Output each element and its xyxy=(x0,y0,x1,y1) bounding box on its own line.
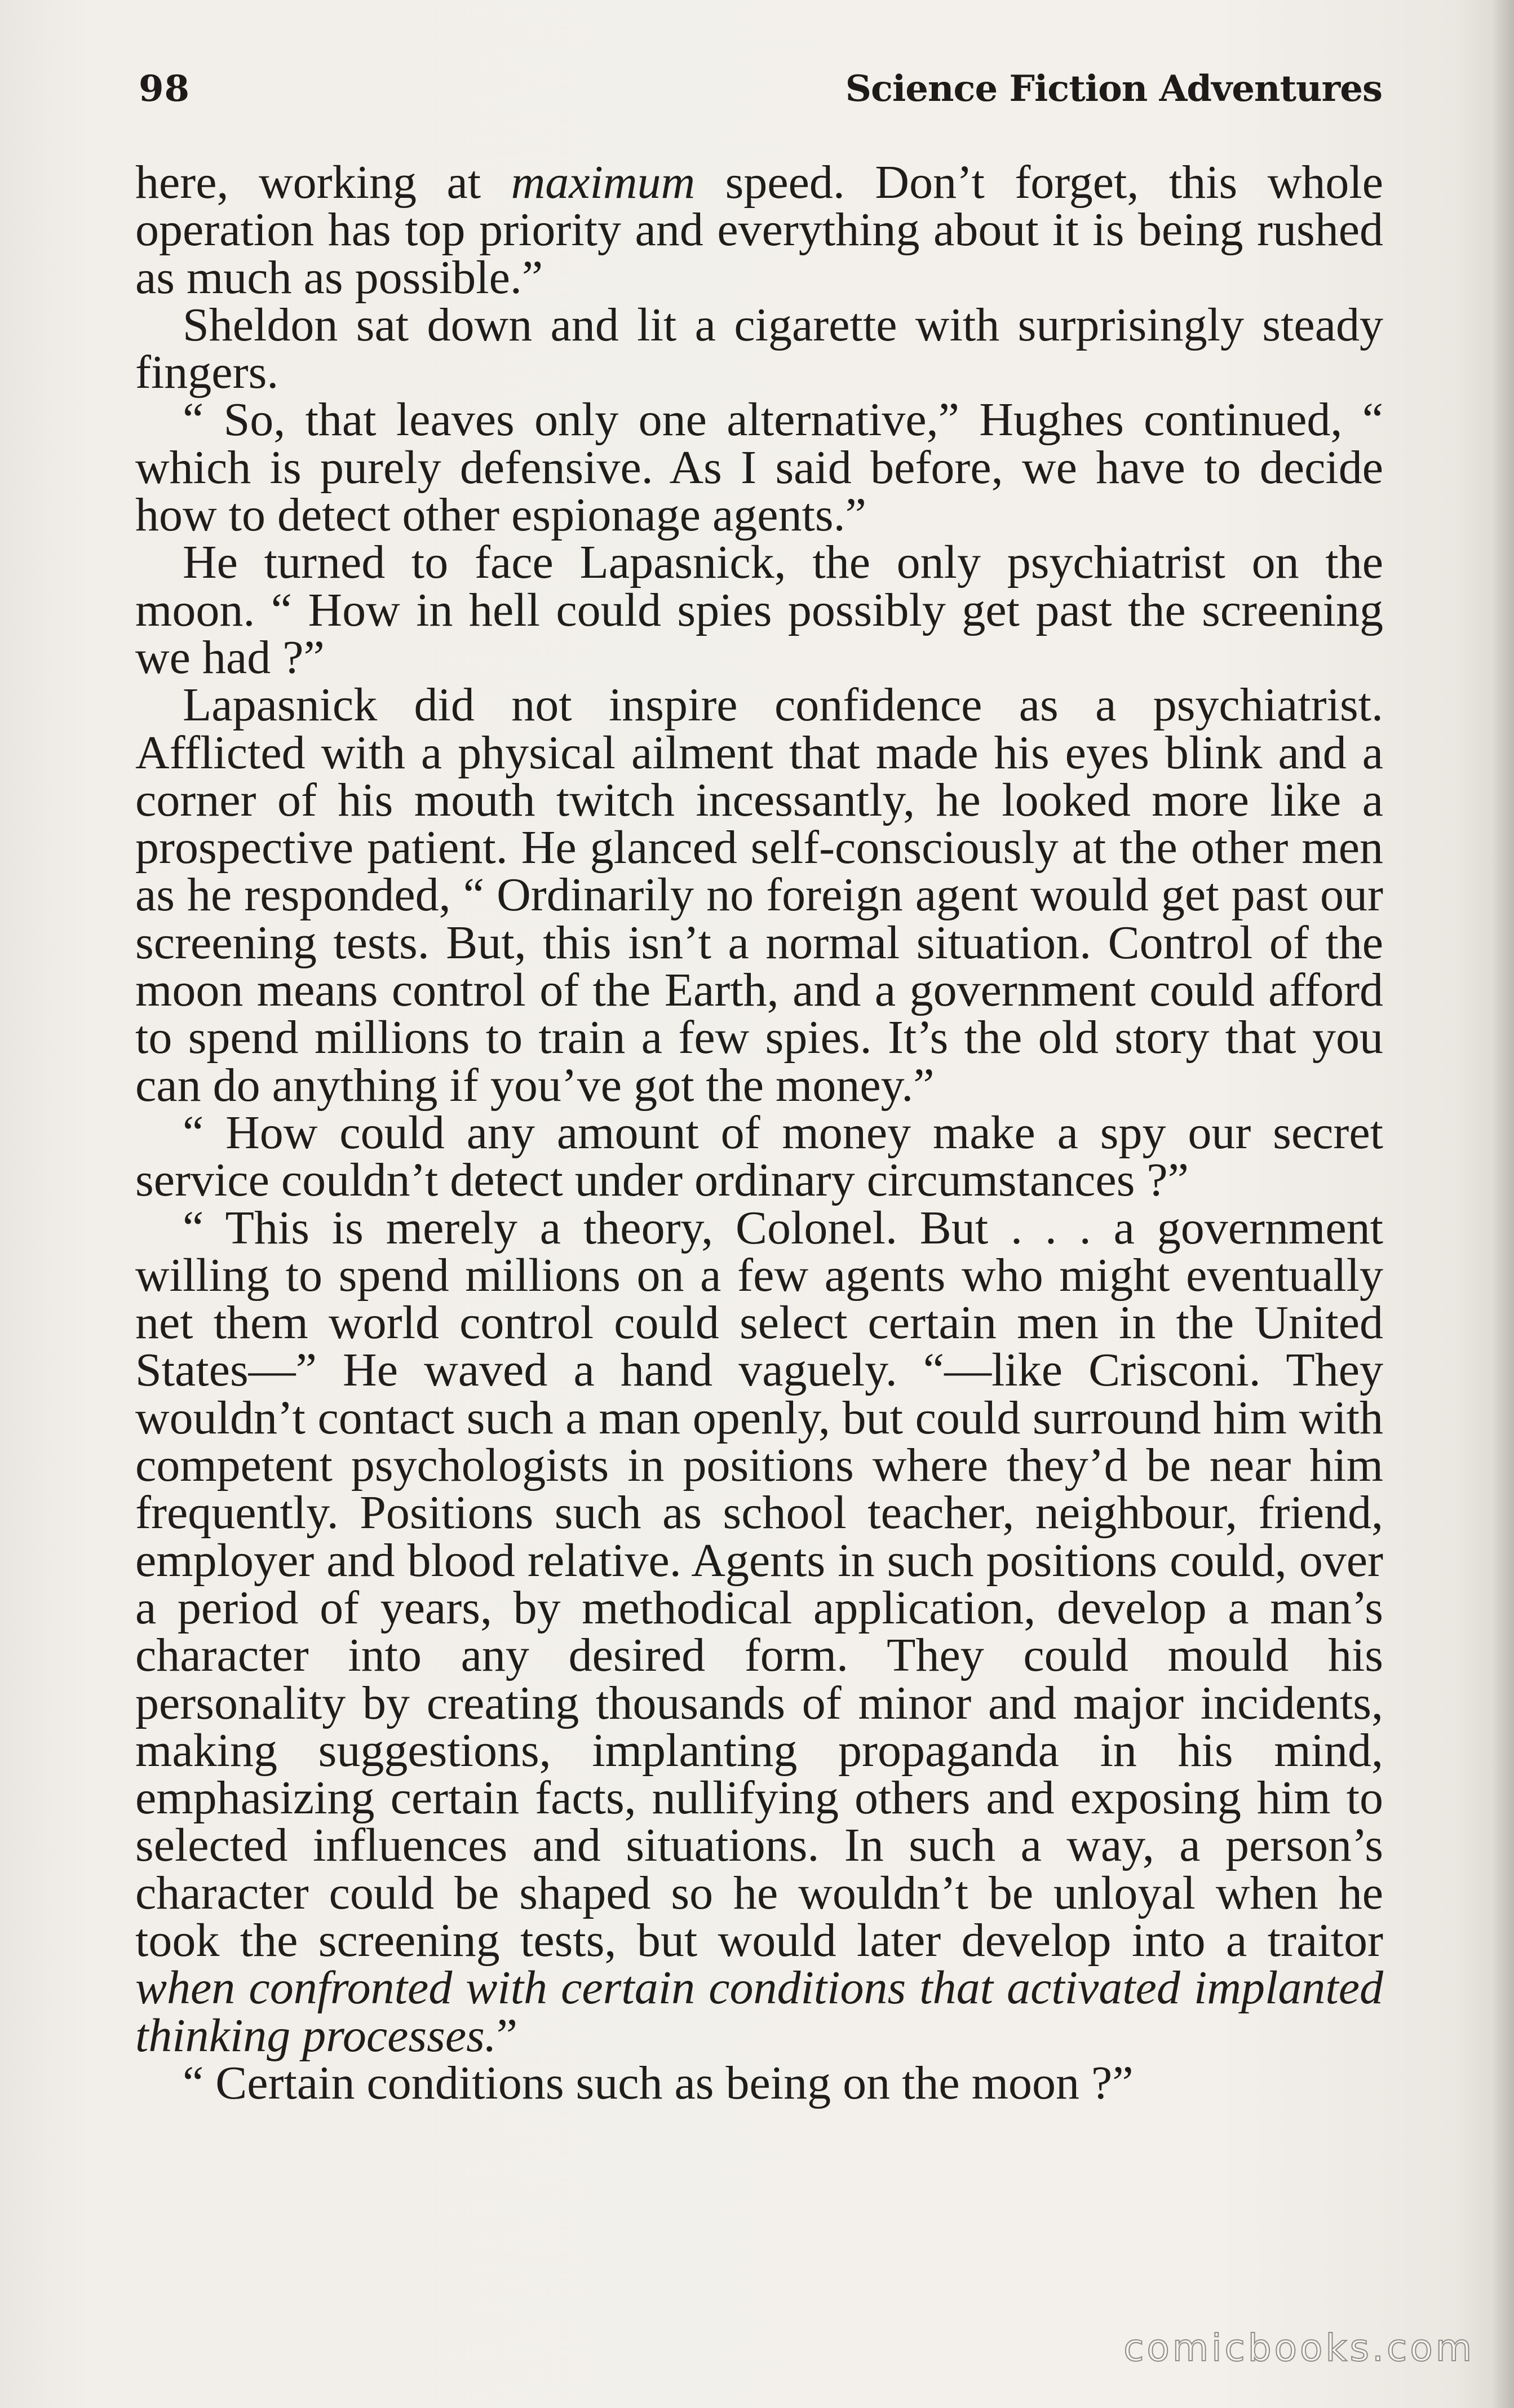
paragraph xyxy=(135,1106,1383,1207)
body-text xyxy=(135,156,1383,2109)
paragraph xyxy=(135,393,1383,542)
page-edge-shadow xyxy=(1491,0,1514,2408)
italic-text: when confronted with certain conditions that activated implanted thinking processes. xyxy=(135,1962,1383,2062)
paragraph xyxy=(135,1201,1383,2062)
watermark: comicbooks.com xyxy=(1123,2326,1475,2370)
text-segment: Lapasnick did not inspire confidence as a psychiatrist. Afflicted with a physical ailment that made his eyes blink and a corner of his mouth twitch incessantly, he looked more like a prospective patient. He glanced self-consciously at the other men as he responded, “ Ordinarily no foreign agent would get past our screening tests. But, this isn’t a normal situation. Control of the moon means control of the Earth, and a government could afford to spend millions to train a few spies. It’s the old story that you can do anything if you’ve got the money.” xyxy=(135,679,1383,1112)
paragraph xyxy=(135,156,1383,304)
text-segment: Sheldon sat down and lit a cigarette with surprisingly steady fingers. xyxy=(135,298,1383,399)
text-segment: “ So, that leaves only one alternative,” Hughes continued, “ which is purely defensive. As I said before, we have to decide how to detect other espionage agents.” xyxy=(135,393,1383,542)
text-segment: speed. Don’t forget, this whole operation has top priority and everything about it is being rushed as much as possible.” xyxy=(135,156,1383,304)
paragraph xyxy=(135,679,1383,1112)
paragraph xyxy=(135,536,1383,684)
page-number: 98 xyxy=(139,68,191,110)
running-title: Science Fiction Adventures xyxy=(845,68,1382,110)
paragraph xyxy=(135,2056,1383,2109)
paragraph xyxy=(135,298,1383,399)
text-segment: He turned to face Lapasnick, the only psychiatrist on the moon. “ How in hell could spies possibly get past the screening we had ?” xyxy=(135,536,1383,684)
text-segment: here, working at xyxy=(135,156,511,209)
italic-text: maximum xyxy=(511,156,696,209)
text-segment: “ Certain conditions such as being on the moon ?” xyxy=(183,2056,1134,2109)
text-segment: “ How could any amount of money make a spy our secret service couldn’t detect under ordinary circumstances ?” xyxy=(135,1106,1383,1207)
text-segment: “ This is merely a theory, Colonel. But . . . a government willing to spend millions on a few agents who might eventually net them world control could select certain men in the United States—” He waved a hand vaguely. “—like Crisconi. They wouldn’t contact such a man openly, but could surround him with competent psychologists in positions where they’d be near him frequently. Positions such as school teacher, neighbour, friend, employer and blood relative. Agents in such positions could, over a period of years, by methodical application, develop a man’s character into any desired form. They could mould his personality by creating thousands of minor and major incidents, making suggestions, implanting propaganda in his mind, emphasizing certain facts, nullifying others and exposing him to selected influences and situations. In such a way, a person’s character could be shaped so he wouldn’t be unloyal when he took the screening tests, but would later develop into a traitor xyxy=(135,1201,1383,1967)
page-header xyxy=(139,68,1382,124)
text-segment: ” xyxy=(496,2009,518,2062)
